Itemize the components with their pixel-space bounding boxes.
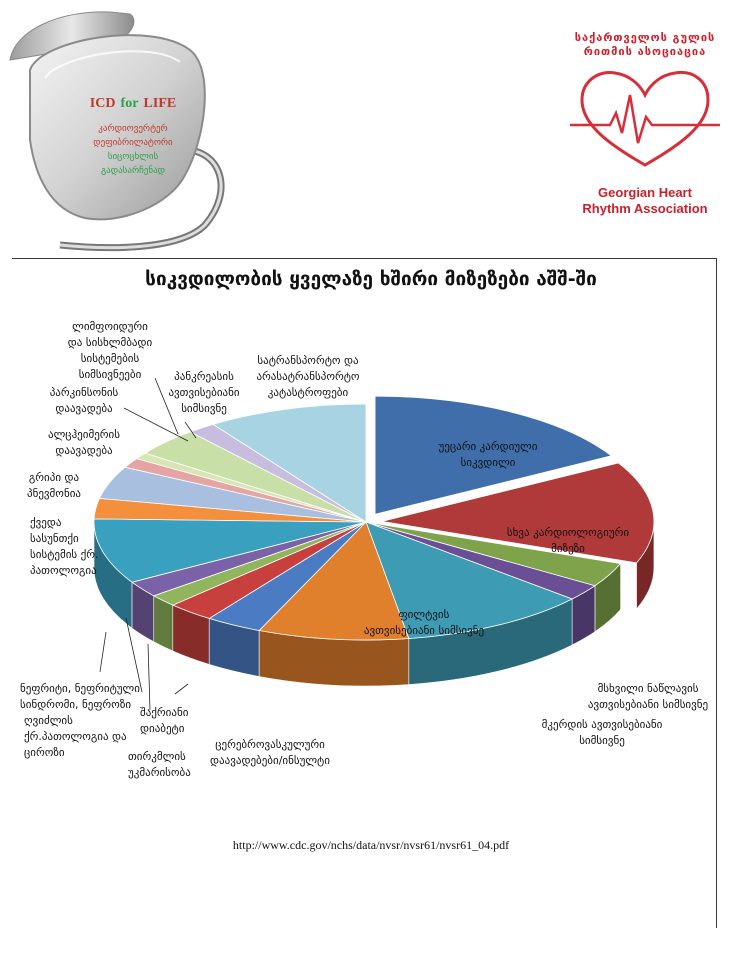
device-title-for: for [120,96,139,111]
device-title-life: LIFE [143,96,177,111]
divider-horizontal [12,258,717,259]
gha-logo [560,25,730,225]
outer-label-9: შაქრიანი დიაბეტი [140,706,189,735]
header [0,0,742,262]
outer-label-12: მსხვილი ნაწლავის ავთვისებიანი სიმსივნე [587,682,709,711]
leader-line-3 [100,632,106,672]
outer-label-13: მკერდის ავთვისებიანი სიმსივნე [541,718,663,747]
device-line-1: კარდიოვერტერ [98,124,168,134]
logo-en-2: Rhythm Association [582,201,708,216]
inner-label-1: სხვა კარდიოლოგიური მიზეზი [506,526,630,555]
inner-label-0: უეცარი კარდიული სიკვდილი [438,440,538,469]
leader-line-6 [175,684,188,694]
logo-en-1: Georgian Heart [598,185,692,200]
outer-label-1: პანკრეასის ავთვისებიანი სიმსივნე [168,370,240,415]
outer-label-10: თირკმლის უკმარისობა [128,750,191,779]
outer-label-8: ღვიძლის ქრ.პათოლოგია და ციროზი [24,714,127,759]
outer-label-11: ცერებროვასკულური დაავადებები/ინსულტი [210,738,330,767]
leader-line-2 [124,408,188,441]
chart-title: სიკვდილობის ყველაზე ხშირი მიზეზები აშშ-ში [145,268,597,290]
outer-label-6: ქვედა სასუნთქი სისტემის ქრ. პათოლოგია [30,516,99,577]
outer-label-2: სატრანსპორტო და არასატრანსპორტო კატასტროფები [256,354,360,399]
outer-label-7: ნეფრიტი, ნეფრიტული სინდრომი, ნეფროზი [20,682,140,711]
inner-label-2: ფილტვის ავთვისებიანი სიმსივნე [363,608,485,637]
device-line-2: დეფიბრილატორი [93,138,173,148]
device-line-3: სიცოცხლის [107,152,159,162]
outer-label-3: პარკინსონის დაავადება [49,386,119,415]
logo-line-1: საქართველოს გულის [574,31,716,44]
device-title-icd: ICD [89,96,116,111]
outer-label-5: გრიპი და პნევმონია [27,471,81,500]
outer-label-4: ალცჰეიმერის დაავადება [48,428,120,457]
device-line-4: გადასარჩენად [100,166,166,176]
pie-chart [0,300,742,820]
heart-ecg-icon [560,65,730,175]
outer-label-0: ლიმფოიდური და სისხლმბადი სისტემების სიმსივნეები [67,320,153,381]
logo-line-2: რითმის ასოციაცია [583,45,707,58]
leader-line-5 [148,644,150,710]
source-link[interactable]: http://www.cdc.gov/nchs/data/nvsr/nvsr61/nvsr61_04.pdf [232,838,510,852]
